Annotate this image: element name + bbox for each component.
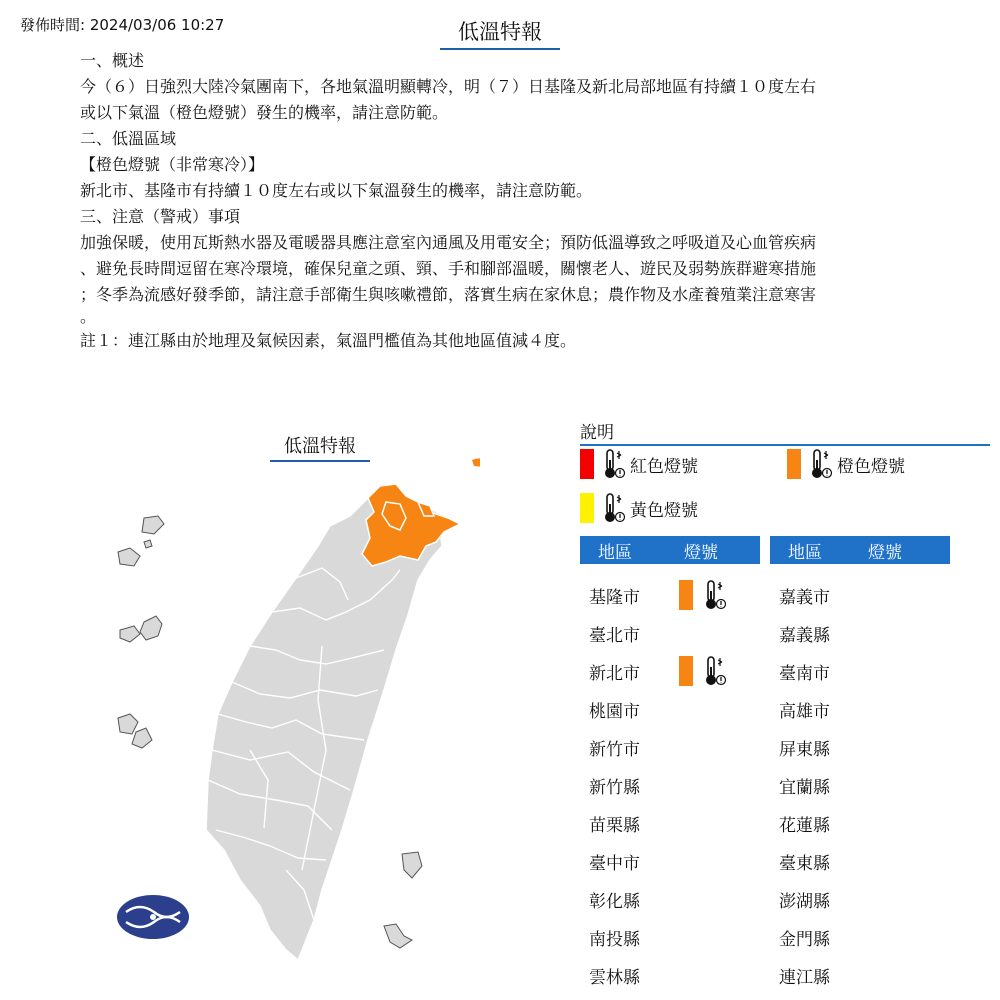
legend-item-red xyxy=(580,447,698,481)
caution-text-line: ；冬季為流感好發季節，請注意手部衛生與咳嗽禮節，落實生病在家休息；農作物及水產養殖業注意寒害 xyxy=(80,285,817,304)
region-name: 新竹市 xyxy=(589,739,640,760)
table-row xyxy=(580,576,727,614)
orange-signal xyxy=(679,655,727,687)
overview-text-line: 或以下氣溫（橙色燈號）發生的機率，請注意防範。 xyxy=(80,103,449,122)
table-row xyxy=(770,652,869,690)
cwa-logo-icon xyxy=(117,895,189,939)
legend-label-yellow: 黃色燈號 xyxy=(630,500,698,521)
table-header-right xyxy=(770,536,950,564)
region-name: 新北市 xyxy=(589,663,640,684)
green-island xyxy=(402,852,422,878)
table-row xyxy=(770,766,869,804)
publish-time: 發佈時間: 2024/03/06 10:27 xyxy=(20,16,225,34)
header-signal: 燈號 xyxy=(868,542,902,563)
table-row xyxy=(580,804,679,842)
table-row xyxy=(770,804,869,842)
legend-item-yellow xyxy=(580,491,698,525)
taiwan-map xyxy=(100,450,480,980)
red-swatch xyxy=(580,449,594,479)
region-name: 宜蘭縣 xyxy=(779,777,830,798)
region-name: 嘉義縣 xyxy=(779,625,830,646)
section-heading-area: 二、低溫區域 xyxy=(80,129,177,148)
new-taipei-region xyxy=(362,484,460,566)
table-row xyxy=(770,918,869,956)
area-text-line: 新北市、基隆市有持續１０度左右或以下氣溫發生的機率，請注意防範。 xyxy=(80,181,593,200)
region-name: 桃園市 xyxy=(589,701,640,722)
header-region: 地區 xyxy=(788,542,822,563)
kinmen-island xyxy=(120,626,140,642)
table-row xyxy=(770,576,869,614)
table-row xyxy=(770,842,869,880)
legend-label-orange: 橙色燈號 xyxy=(837,456,905,477)
orchid-island xyxy=(384,924,412,948)
penghu-island xyxy=(118,714,138,734)
region-name: 連江縣 xyxy=(779,967,830,988)
region-name: 彰化縣 xyxy=(589,891,640,912)
page-title: 低溫特報 xyxy=(440,16,560,50)
table-header-left xyxy=(580,536,760,564)
table-row xyxy=(580,652,727,690)
matsu-island xyxy=(142,516,164,534)
region-name: 高雄市 xyxy=(779,701,830,722)
thermometer-icon xyxy=(699,579,727,611)
region-name: 臺東縣 xyxy=(779,853,830,874)
map-title: 低溫特報 xyxy=(270,432,370,462)
kinmen-island xyxy=(140,616,162,640)
note-text: 註１：連江縣由於地理及氣候因素，氣溫門檻值為其他地區值減４度。 xyxy=(80,331,577,350)
header-region: 地區 xyxy=(598,542,632,563)
orange-swatch xyxy=(679,580,693,610)
table-row xyxy=(580,766,679,804)
taiwan-island xyxy=(206,488,460,960)
thermometer-icon xyxy=(598,448,626,480)
table-row xyxy=(770,880,869,918)
section-heading-caution: 三、注意（警戒）事項 xyxy=(80,207,241,226)
table-row xyxy=(580,728,679,766)
turtle-island xyxy=(472,458,480,466)
legend-label-red: 紅色燈號 xyxy=(630,456,698,477)
region-name: 臺北市 xyxy=(589,625,640,646)
region-name: 苗栗縣 xyxy=(589,815,640,836)
signal-heading: 【橙色燈號（非常寒冷）】 xyxy=(80,155,265,174)
caution-text-line: 、避免長時間逗留在寒冷環境，確保兒童之頭、頸、手和腳部溫暖，關懷老人、遊民及弱勢族群避寒措施 xyxy=(80,259,817,278)
region-name: 臺中市 xyxy=(589,853,640,874)
report-body xyxy=(80,48,920,354)
overview-text-line: 今（６）日強烈大陸冷氣團南下，各地氣溫明顯轉冷，明（７）日基隆及新北局部地區有持續１０度左右 xyxy=(80,77,817,96)
region-name: 新竹縣 xyxy=(589,777,640,798)
table-row xyxy=(580,690,679,728)
caution-text-line: 加強保暖，使用瓦斯熱水器及電暖器具應注意室內通風及用電安全；預防低溫導致之呼吸道及心血管疾病 xyxy=(80,233,817,252)
table-row xyxy=(770,728,869,766)
region-name: 嘉義市 xyxy=(779,587,830,608)
legend-title: 說明 xyxy=(580,418,990,446)
table-row xyxy=(770,690,869,728)
region-name: 屏東縣 xyxy=(779,739,830,760)
table-row xyxy=(770,614,869,652)
section-heading-overview: 一、概述 xyxy=(80,51,145,70)
table-row xyxy=(580,880,679,918)
matsu-island xyxy=(144,540,152,548)
table-row xyxy=(770,956,869,994)
table-row xyxy=(580,842,679,880)
table-row xyxy=(580,956,679,994)
orange-swatch xyxy=(679,656,693,686)
region-name: 澎湖縣 xyxy=(779,891,830,912)
thermometer-icon xyxy=(805,448,833,480)
orange-signal xyxy=(679,579,727,611)
caution-text-line: 。 xyxy=(80,307,97,326)
matsu-island xyxy=(118,548,140,566)
region-name: 花蓮縣 xyxy=(779,815,830,836)
region-name: 金門縣 xyxy=(779,929,830,950)
header-signal: 燈號 xyxy=(684,542,718,563)
region-name: 雲林縣 xyxy=(589,967,640,988)
region-name: 基隆市 xyxy=(589,587,640,608)
table-row xyxy=(580,614,679,652)
orange-swatch xyxy=(787,449,801,479)
thermometer-icon xyxy=(598,492,626,524)
table-row xyxy=(580,918,679,956)
region-name: 南投縣 xyxy=(589,929,640,950)
region-name: 臺南市 xyxy=(779,663,830,684)
yellow-swatch xyxy=(580,493,594,523)
thermometer-icon xyxy=(699,655,727,687)
penghu-island xyxy=(132,728,152,748)
legend-item-orange xyxy=(787,447,905,481)
